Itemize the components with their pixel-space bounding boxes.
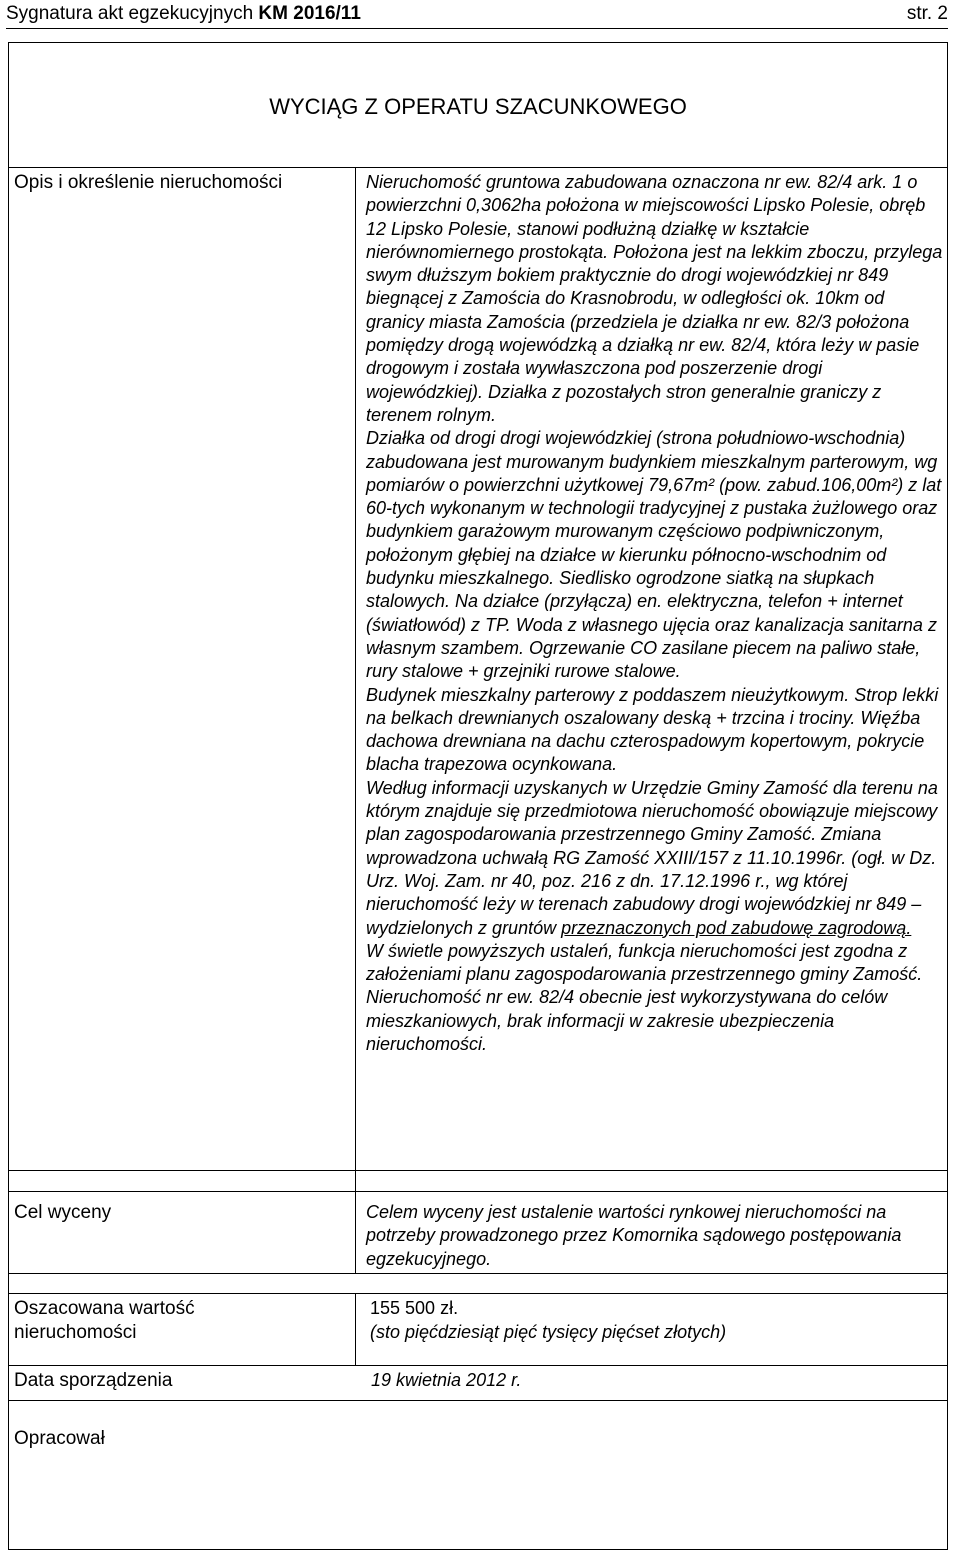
cel-value: Celem wyceny jest ustalenie wartości rynkowej nieruchomości na potrzeby prowadzonego przez Komornika sądowego postępowania egzekucyjnego. <box>366 1202 902 1269</box>
opis-value <box>366 171 944 1056</box>
opis-paragraph-2: Działka od drogi drogi wojewódzkiej (strona południowo-wschodnia) zabudowana jest murowanym budynkiem mieszkalnym parterowym, wg pomiarów o powierzchni użytkowej 79,67m² (pow. zabud.106,00m²) z lat 60-tych wykonanym w technologii tradycyjnej z pustaka żużlowego oraz budynkiem garażowym murowanym częściowo podpiwniczonym, położonym głębiej na działce w kierunku północno-wschodnim od budynku mieszkalnego. Siedlisko ogrodzone siatką na słupkach stalowych. Na działce (przyłącza) en. elektryczna, telefon + internet (światłowód) z TP. Woda z własnego ujęcia oraz kanalizacja sanitarna z własnym szambem. Ogrzewanie CO zasilane piecem na paliwo stałe, rury stalowe + grzejniki rurowe stalowe. <box>366 428 942 682</box>
column-divider-opis <box>355 167 356 1217</box>
column-divider-cel <box>355 1191 356 1273</box>
row-divider <box>9 1170 947 1171</box>
row-divider <box>9 1365 947 1366</box>
data-value: 19 kwietnia 2012 r. <box>371 1370 522 1390</box>
wartosc-label-line-2: nieruchomości <box>14 1322 137 1343</box>
opracowal-label: Opracował <box>14 1428 105 1449</box>
wartosc-amount: 155 500 zł. <box>370 1298 459 1318</box>
column-divider-wartosc <box>355 1293 356 1365</box>
cel-label: Cel wyceny <box>14 1202 112 1223</box>
opis-paragraph-6: Nieruchomość nr ew. 82/4 obecnie jest wykorzystywana do celów mieszkaniowych, brak informacji w zakresie ubezpieczenia nieruchomości. <box>366 987 888 1054</box>
opis-paragraph-3: Budynek mieszkalny parterowy z poddaszem nieużytkowym. Strop lekki na belkach drewnianych oszalowany deską + trzcina i trociny. Więźba dachowa drewniana na dachu czterospadowym kopertowym, pokrycie blacha trapezowa ocynkowana. <box>366 684 939 775</box>
title-box <box>9 43 947 168</box>
case-number: KM 2016/11 <box>258 3 361 24</box>
opis-paragraph-1: Nieruchomość gruntowa zabudowana oznaczona nr ew. 82/4 ark. 1 o powierzchni 0,3062ha położona w miejscowości Lipsko Polesie, obręb 12 Lipsko Polesie, stanowi podłużną działkę w kształcie nierównomiernego prostokąta. Położona jest na lekkim zboczu, przylega swym dłuższym bokiem praktycznie do drogi wojewódzkiej nr 849 biegnącej z Zamościa do Krasnobrodu, w odległości ok. 10km od granicy miasta Zamościa (przedziela je działka nr ew. 82/3 położona pomiędzy drogą wojewódzką a działką nr ew. 82/4, która leży w pasie drogowym i została wywłaszczona pod poszerzenie drogi wojewódzkiej). Działka z pozostałych stron generalnie graniczy z terenem rolnym. <box>366 172 943 425</box>
document-title: WYCIĄG Z OPERATU SZACUNKOWEGO <box>269 94 687 119</box>
case-signature <box>6 2 361 26</box>
row-divider <box>9 1191 947 1192</box>
opis-paragraph-plan <box>366 777 944 940</box>
document-frame <box>8 42 948 1550</box>
row-divider <box>9 1273 947 1274</box>
data-label: Data sporządzenia <box>14 1370 173 1391</box>
wartosc-label-line-1: Oszacowana wartość <box>14 1298 195 1319</box>
wartosc-words: (sto pięćdziesiąt pięć tysięcy pięćset złotych) <box>370 1322 727 1342</box>
row-divider <box>9 1293 947 1294</box>
page-number: str. 2 <box>906 3 948 24</box>
header-divider <box>6 28 948 29</box>
row-divider <box>9 1400 947 1401</box>
signature-prefix: Sygnatura akt egzekucyjnych <box>6 3 254 24</box>
opis-paragraph-5: W świetle powyższych ustaleń, funkcja nieruchomości jest zgodna z założeniami planu zagospodarowania przestrzennego gminy Zamość. <box>366 940 923 985</box>
opis-label: Opis i określenie nieruchomości <box>14 172 283 193</box>
plan-text: Według informacji uzyskanych w Urzędzie Gminy Zamość dla terenu na którym znajduje się przedmiotowa nieruchomość obowiązuje miejscowy plan zagospodarowania przestrzennego Gminy Zamość. Zmiana wprowadzona uchwałą RG Zamość XXIII/157 z 11.10.1996r. (ogł. w Dz. Urz. Woj. Zam. nr 40, poz. 216 z dn. 17.12.1996 r., wg której nieruchomość leży w terenach zabudowy drogi wojewódzkiej nr 849 – wydzielonych z gruntów <box>366 777 938 938</box>
plan-text-underlined: przeznaczonych pod zabudowę zagrodową. <box>561 917 912 938</box>
